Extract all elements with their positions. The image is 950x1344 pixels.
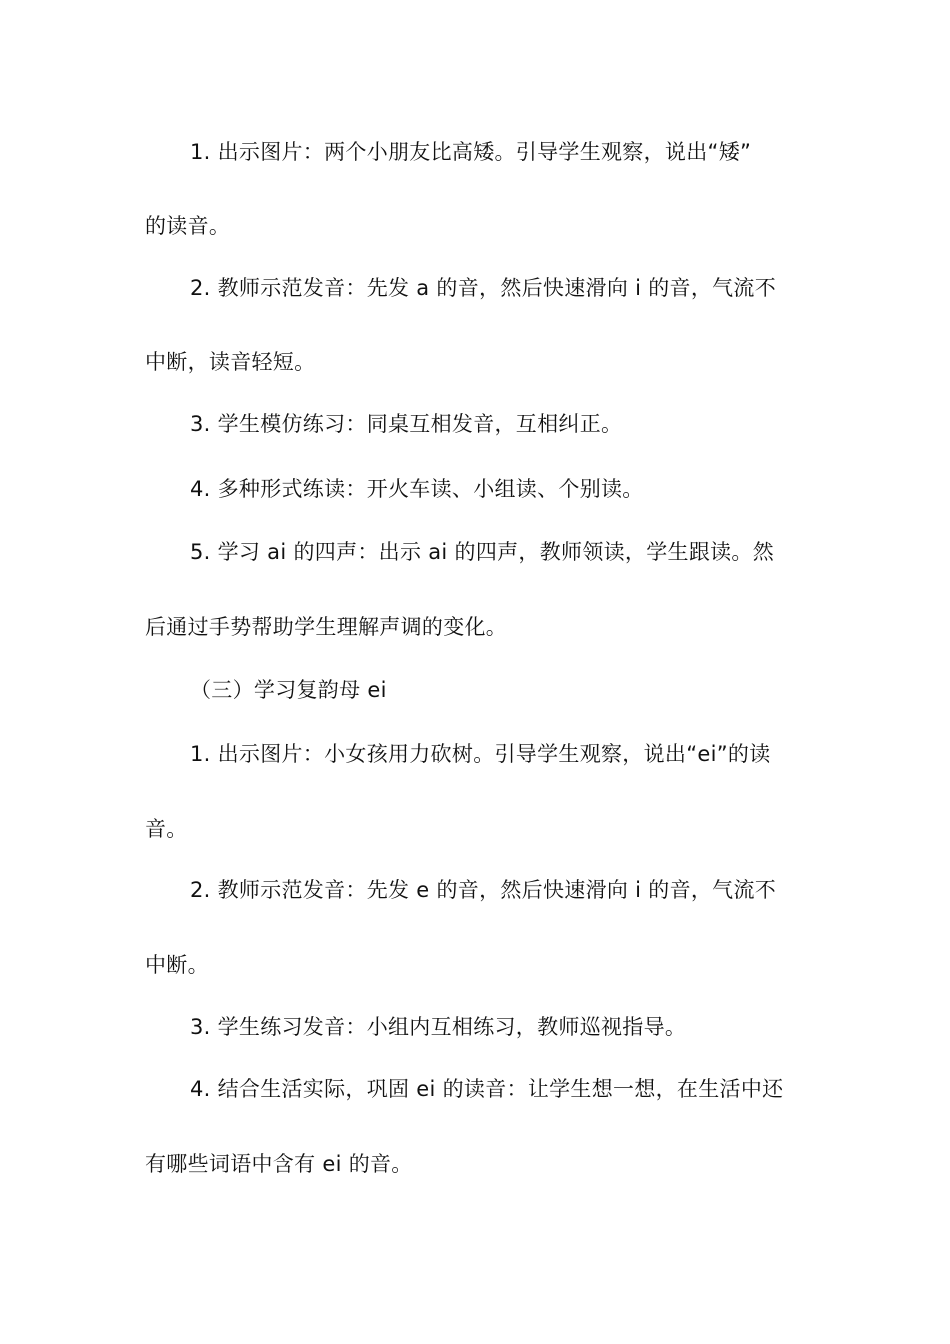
- text-line: 4. 多种形式练读：开火车读、小组读、个别读。: [190, 477, 644, 501]
- text-line: 中断，读音轻短。: [145, 350, 316, 374]
- text-line: 3. 学生练习发音：小组内互相练习，教师巡视指导。: [190, 1015, 687, 1039]
- text-line: 4. 结合生活实际，巩固 ei 的读音：让学生想一想，在生活中还: [190, 1077, 784, 1101]
- text-line: 2. 教师示范发音：先发 a 的音，然后快速滑向 i 的音，气流不: [190, 276, 777, 300]
- text-line: 有哪些词语中含有 ei 的音。: [145, 1152, 413, 1176]
- text-line: 的读音。: [145, 214, 231, 238]
- text-line: 音。: [145, 817, 188, 841]
- text-line: 3. 学生模仿练习：同桌互相发音，互相纠正。: [190, 412, 623, 436]
- text-line: 1. 出示图片：小女孩用力砍树。引导学生观察，说出“ei”的读: [190, 742, 771, 766]
- text-line: 1. 出示图片：两个小朋友比高矮。引导学生观察，说出“矮”: [190, 140, 752, 164]
- section-heading: （三）学习复韵母 ei: [190, 678, 387, 702]
- text-line: 中断。: [145, 953, 209, 977]
- text-line: 后通过手势帮助学生理解声调的变化。: [145, 615, 508, 639]
- text-line: 2. 教师示范发音：先发 e 的音，然后快速滑向 i 的音，气流不: [190, 878, 777, 902]
- text-line: 5. 学习 ai 的四声：出示 ai 的四声，教师领读，学生跟读。然: [190, 540, 775, 564]
